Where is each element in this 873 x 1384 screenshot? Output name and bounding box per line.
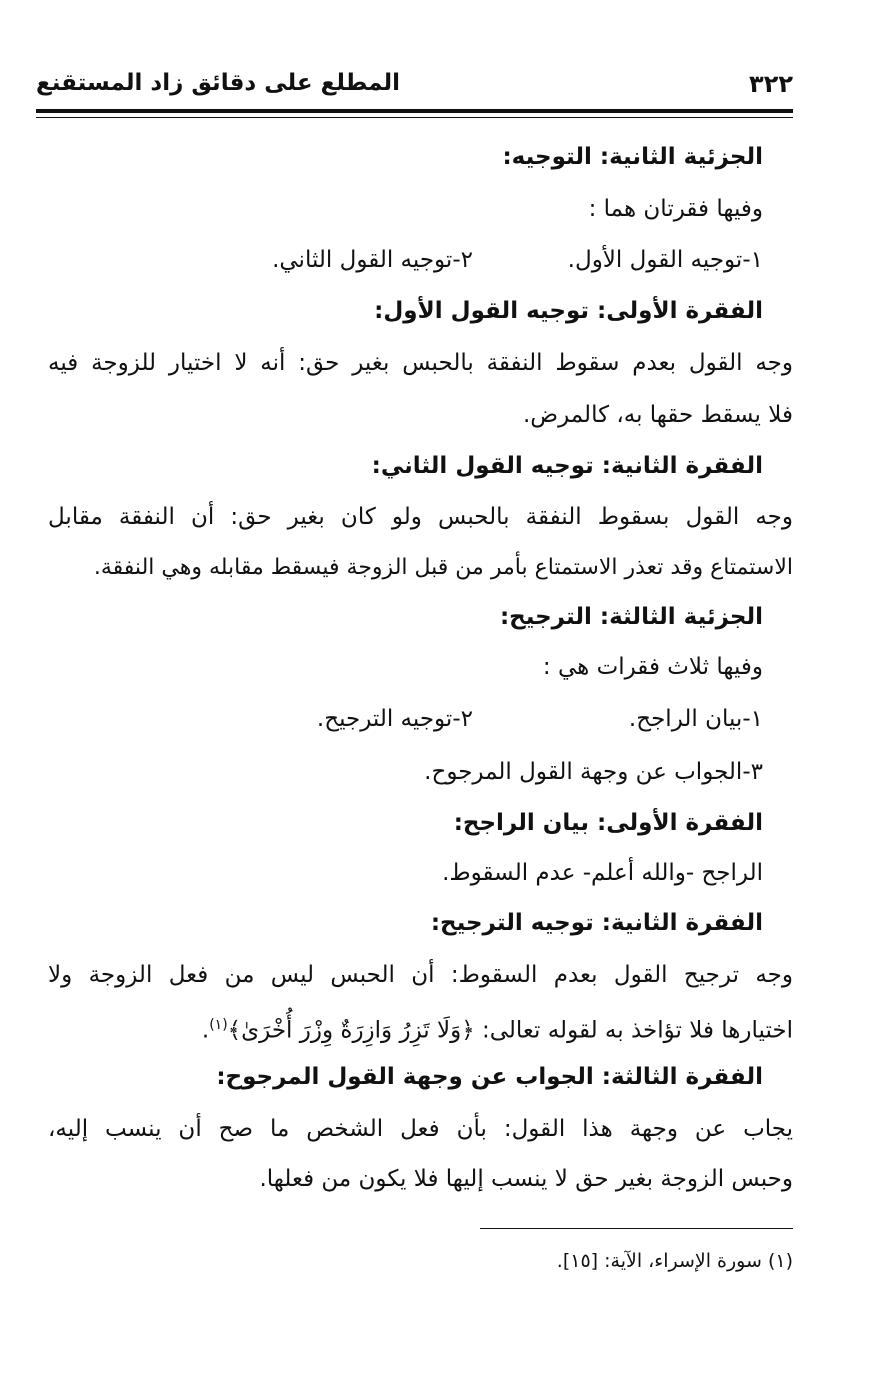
paragraph-line: وفيها فقرتان هما : <box>588 196 763 222</box>
subsection-heading: الفقرة الثالثة: الجواب عن وجهة القول المرجوح: <box>216 1064 763 1090</box>
paragraph-line: وحبس الزوجة بغير حق لا ينسب إليها فلا يكون من فعلها. <box>259 1166 793 1192</box>
header-rule-thick <box>36 109 793 113</box>
footnote: (١) سورة الإسراء، الآية: [١٥]. <box>556 1250 793 1272</box>
paragraph-line: وجه القول بعدم سقوط النفقة بالحبس بغير حق: أنه لا اختيار للزوجة فيه <box>48 350 793 376</box>
footnote-separator <box>480 1228 793 1229</box>
paragraph-line: الراجح -والله أعلم- عدم السقوط. <box>442 860 763 886</box>
paragraph-line: وفيها ثلاث فقرات هي : <box>542 654 763 680</box>
list-item: ١-بيان الراجح. <box>628 706 763 732</box>
list-item: ١-توجيه القول الأول. <box>567 247 763 273</box>
paragraph-line: الاستمتاع وقد تعذر الاستمتاع بأمر من قبل الزوجة فيسقط مقابله وهي النفقة. <box>93 555 793 580</box>
footnote-ref: (١) <box>209 1017 228 1033</box>
subsection-heading: الفقرة الثانية: توجيه الترجيح: <box>430 910 763 936</box>
paragraph-line: وجه ترجيح القول بعدم السقوط: أن الحبس ليس من فعل الزوجة ولا <box>48 962 793 988</box>
header-rule-thin <box>36 117 793 118</box>
section-heading: الجزئية الثانية: التوجيه: <box>502 144 763 170</box>
subsection-heading: الفقرة الأولى: بيان الراجح: <box>453 810 763 836</box>
paragraph-line-with-quran-quote <box>48 1008 793 1048</box>
list-item: ٢-توجيه القول الثاني. <box>272 247 473 273</box>
subsection-heading: الفقرة الأولى: توجيه القول الأول: <box>374 298 763 324</box>
section-heading: الجزئية الثالثة: الترجيح: <box>499 604 763 630</box>
running-header <box>36 70 793 104</box>
list-item: ٢-توجيه الترجيح. <box>316 706 473 732</box>
paragraph-line: فلا يسقط حقها به، كالمرض. <box>522 402 793 428</box>
paragraph-line: وجه القول بسقوط النفقة بالحبس ولو كان بغير حق: أن النفقة مقابل <box>48 504 793 530</box>
subsection-heading: الفقرة الثانية: توجيه القول الثاني: <box>371 453 763 479</box>
quran-quote-text: اختيارها فلا تؤاخذ به لقوله تعالى: ﴿وَلَا تَزِرُ وَازِرَةٌ وِزْرَ أُخْرَىٰ﴾ <box>227 1017 793 1044</box>
paragraph-line: يجاب عن وجهة هذا القول: بأن فعل الشخص ما صح أن ينسب إليه، <box>48 1116 793 1142</box>
page-number: ٣٢٢ <box>749 70 793 98</box>
list-item: ٣-الجواب عن وجهة القول المرجوح. <box>424 759 763 785</box>
sentence-end: . <box>201 1017 210 1044</box>
book-title: المطلع على دقائق زاد المستقنع <box>36 70 401 96</box>
